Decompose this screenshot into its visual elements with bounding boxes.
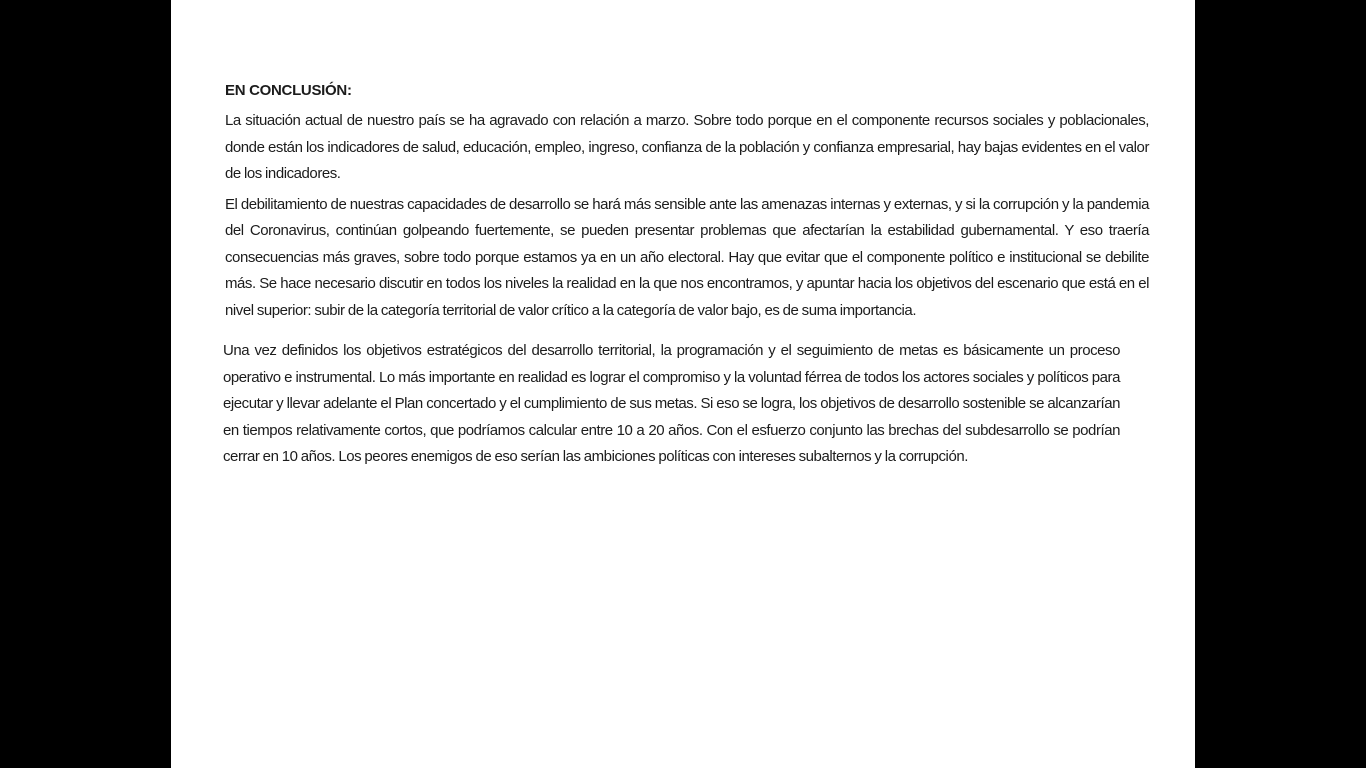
paragraph-development-weakening: El debilitamiento de nuestras capacidades de desarrollo se hará más sensible ante las amenazas internas y externas, y si la corrupción y la pandemia del Coronavirus, continúan golpeando fuertemente, se pueden presentar problemas que afectarían la estabilidad gubernamental. Y eso traería consecuencias más graves, sobre todo porque estamos ya en un año electoral. Hay que evitar que el componente político e institucional se debilite más. Se hace necesario discutir en todos los niveles la realidad en la que nos encontramos, y apuntar hacia los objetivos del escenario que está en el nivel superior: subir de la categoría territorial de valor crítico a la categoría de valor bajo, es de suma importancia.	[225, 195, 1149, 319]
paragraph-current-situation: La situación actual de nuestro país se ha agravado con relación a marzo. Sobre todo porque en el componente recursos sociales y poblacionales, donde están los indicadores de salud, educación, empleo, ingreso, confianza de la población y confianza empresarial, hay bajas evidentes en el valor de los indicadores.	[225, 112, 1149, 182]
conclusion-heading: EN CONCLUSIÓN:	[225, 82, 352, 99]
paragraph-strategic-objectives: Una vez definidos los objetivos estratégicos del desarrollo territorial, la programación y el seguimiento de metas es básicamente un proceso operativo e instrumental. Lo más importante en realidad es lograr el compromiso y la voluntad férrea de todos los actores sociales y políticos para ejecutar y llevar adelante el Plan concertado y el cumplimiento de sus metas. Si eso se logra, los objetivos de desarrollo sostenible se alcanzarían en tiempos relativamente cortos, que podríamos calcular entre 10 a 20 años. Con el esfuerzo conjunto las brechas del subdesarrollo se podrían cerrar en 10 años. Los peores enemigos de eso serían las ambiciones políticas con intereses subalternos y la corrupción.	[223, 342, 1120, 465]
slide-content	[225, 78, 1149, 475]
slide-page	[171, 0, 1195, 768]
